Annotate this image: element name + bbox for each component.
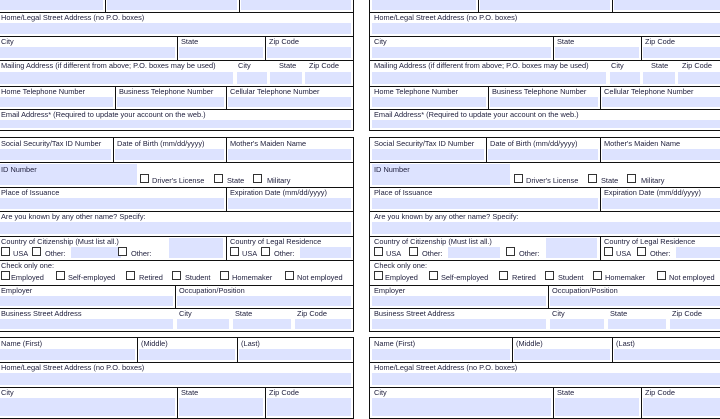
self-employed-label: Self-employed [68, 273, 116, 282]
mailing-city-field[interactable] [610, 72, 640, 84]
employer-field[interactable] [0, 296, 173, 306]
name-first-field[interactable] [0, 0, 103, 10]
student-label: Student [185, 273, 211, 282]
retired-label: Retired [139, 273, 163, 282]
employed-label: Employed [385, 273, 418, 282]
mailing-state-field[interactable] [643, 72, 675, 84]
mailing-city-label: City [238, 61, 251, 70]
zip-label: Zip Code [645, 37, 675, 46]
retired-checkbox[interactable] [499, 271, 508, 280]
homemaker-label: Homemaker [232, 273, 273, 282]
home-address-field[interactable] [372, 373, 720, 385]
business-address-field[interactable] [0, 319, 173, 329]
email-label: Email Address* (Required to update your account on the web.) [374, 110, 579, 119]
identification-section-left [0, 137, 354, 332]
email-label: Email Address* (Required to update your account on the web.) [1, 110, 206, 119]
zip-field[interactable] [267, 47, 351, 58]
other-name-field[interactable] [372, 222, 720, 234]
mailing-zip-field[interactable] [678, 72, 720, 84]
name-last-label: (Last) [616, 339, 635, 348]
citizenship-other-checkbox[interactable] [409, 247, 418, 256]
cell-phone-label: Cellular Telephone Number [604, 87, 694, 96]
citizenship-other-field[interactable] [71, 247, 121, 258]
business-phone-label: Business Telephone Number [492, 87, 587, 96]
legal-residence-label: Country of Legal Residence [604, 237, 696, 246]
cell-phone-field[interactable] [602, 97, 720, 107]
mailing-city-label: City [611, 61, 624, 70]
business-address-label: Business Street Address [1, 309, 82, 318]
state-field[interactable] [179, 398, 263, 416]
ssn-label: Social Security/Tax ID Number [374, 139, 475, 148]
residence-usa-label: USA [242, 249, 258, 258]
business-address-field[interactable] [372, 319, 546, 329]
military-id-label: Military [641, 176, 665, 185]
name-first-field[interactable] [372, 0, 476, 10]
city-field[interactable] [0, 398, 175, 416]
business-zip-label: Zip Code [672, 309, 702, 318]
citizenship-other-checkbox[interactable] [32, 247, 41, 256]
student-label: Student [558, 273, 584, 282]
military-id-label: Military [267, 176, 291, 185]
other-name-label: Are you known by any other name? Specify: [1, 212, 146, 221]
citizenship-usa-checkbox[interactable] [1, 247, 10, 256]
place-issuance-label: Place of Issuance [1, 188, 60, 197]
homemaker-checkbox[interactable] [220, 271, 229, 280]
zip-field[interactable] [643, 398, 720, 416]
citizenship-usa-label: USA [386, 249, 402, 258]
business-phone-label: Business Telephone Number [119, 87, 214, 96]
home-address-field[interactable] [0, 373, 351, 385]
residence-other-checkbox[interactable] [261, 247, 270, 256]
mailing-address-label: Mailing Address (if different from above; P.O. boxes may be used) [374, 61, 589, 70]
citizenship-other2-checkbox[interactable] [506, 247, 515, 256]
other-name-field[interactable] [0, 222, 351, 234]
id-number-label: ID Number [374, 165, 410, 174]
maiden-name-field[interactable] [602, 149, 720, 160]
check-one-label: Check only one: [374, 261, 427, 270]
business-address-label: Business Street Address [374, 309, 455, 318]
name-first-field[interactable] [372, 349, 510, 360]
legal-residence-label: Country of Legal Residence [230, 237, 322, 246]
homemaker-label: Homemaker [605, 273, 646, 282]
business-state-label: State [235, 309, 253, 318]
military-id-checkbox[interactable] [253, 174, 262, 183]
mailing-address-field[interactable] [372, 72, 606, 84]
mailing-zip-label: Zip Code [682, 61, 712, 70]
citizenship-other2-field[interactable] [546, 238, 597, 258]
maiden-name-label: Mother's Maiden Name [604, 139, 681, 148]
occupation-label: Occupation/Position [552, 286, 618, 295]
maiden-name-label: Mother's Maiden Name [230, 139, 307, 148]
employed-checkbox[interactable] [1, 271, 10, 280]
mailing-address-field[interactable] [0, 72, 233, 84]
state-id-checkbox[interactable] [588, 174, 597, 183]
city-label: City [1, 388, 14, 397]
residence-usa-checkbox[interactable] [604, 247, 613, 256]
home-address-label: Home/Legal Street Address (no P.O. boxes) [374, 13, 518, 22]
expiration-label: Expiration Date (mm/dd/yyyy) [230, 188, 327, 197]
citizenship-other2-checkbox[interactable] [118, 247, 127, 256]
citizenship-other-field[interactable] [448, 247, 500, 258]
name-last-field[interactable] [614, 0, 720, 10]
state-label: State [557, 37, 575, 46]
citizenship-usa-label: USA [13, 249, 29, 258]
mailing-state-label: State [279, 61, 297, 70]
dob-label: Date of Birth (mm/dd/yyyy) [490, 139, 578, 148]
dob-field[interactable] [488, 149, 598, 160]
citizenship-other2-label: Other: [131, 249, 152, 258]
home-address-field[interactable] [372, 23, 720, 34]
occupation-label: Occupation/Position [179, 286, 245, 295]
residence-usa-checkbox[interactable] [230, 247, 239, 256]
mailing-zip-label: Zip Code [309, 61, 339, 70]
zip-label: Zip Code [269, 37, 299, 46]
retired-label: Retired [512, 273, 536, 282]
self-employed-label: Self-employed [441, 273, 489, 282]
student-checkbox[interactable] [172, 271, 181, 280]
name-middle-field[interactable] [107, 0, 237, 10]
home-phone-label: Home Telephone Number [1, 87, 86, 96]
applicant-contact-section-left [0, 0, 354, 131]
name-middle-label: (Middle) [141, 339, 168, 348]
state-id-label: State [227, 176, 245, 185]
name-last-field[interactable] [239, 349, 351, 360]
not-employed-label: Not employed [297, 273, 343, 282]
citizenship-other-label: Other: [45, 249, 66, 258]
state-id-label: State [601, 176, 619, 185]
name-first-field[interactable] [0, 349, 135, 360]
ssn-label: Social Security/Tax ID Number [1, 139, 102, 148]
business-state-field[interactable] [608, 319, 666, 329]
student-checkbox[interactable] [545, 271, 554, 280]
self-employed-checkbox[interactable] [56, 271, 65, 280]
check-one-label: Check only one: [1, 261, 54, 270]
retired-checkbox[interactable] [126, 271, 135, 280]
mailing-zip-field[interactable] [305, 72, 351, 84]
email-field[interactable] [372, 120, 720, 128]
home-address-label: Home/Legal Street Address (no P.O. boxes) [1, 363, 145, 372]
state-field[interactable] [555, 398, 639, 416]
drivers-license-label: Driver's License [152, 176, 205, 185]
business-state-label: State [610, 309, 628, 318]
citizenship-label: Country of Citizenship (Must list all.) [1, 237, 119, 246]
email-field[interactable] [0, 120, 351, 128]
not-employed-checkbox[interactable] [657, 271, 666, 280]
state-field[interactable] [179, 47, 263, 58]
employer-label: Employer [374, 286, 406, 295]
residence-other-checkbox[interactable] [637, 247, 646, 256]
joint-applicant-section-right [369, 337, 720, 419]
state-label: State [557, 388, 575, 397]
home-address-label: Home/Legal Street Address (no P.O. boxes) [1, 13, 145, 22]
employer-label: Employer [1, 286, 33, 295]
citizenship-usa-checkbox[interactable] [374, 247, 383, 256]
mailing-city-field[interactable] [237, 72, 267, 84]
state-label: State [181, 388, 199, 397]
not-employed-label: Not employed [669, 273, 715, 282]
employed-label: Employed [11, 273, 44, 282]
business-phone-field[interactable] [490, 97, 598, 107]
business-state-field[interactable] [233, 319, 291, 329]
occupation-field[interactable] [550, 296, 720, 306]
cell-phone-field[interactable] [228, 97, 351, 107]
residence-other-field[interactable] [676, 247, 720, 258]
state-label: State [181, 37, 199, 46]
drivers-license-label: Driver's License [526, 176, 579, 185]
zip-field[interactable] [267, 398, 351, 416]
city-label: City [374, 37, 387, 46]
citizenship-other2-label: Other: [519, 249, 540, 258]
joint-applicant-section-left [0, 337, 354, 419]
mailing-address-label: Mailing Address (if different from above; P.O. boxes may be used) [1, 61, 216, 70]
place-issuance-label: Place of Issuance [374, 188, 433, 197]
not-employed-checkbox[interactable] [285, 271, 294, 280]
ssn-field[interactable] [0, 149, 111, 160]
business-city-field[interactable] [177, 319, 229, 329]
identification-section-right [369, 137, 720, 332]
applicant-contact-section-right [369, 0, 720, 131]
business-city-label: City [552, 309, 565, 318]
business-city-field[interactable] [550, 319, 604, 329]
name-first-label: Name (First) [1, 339, 43, 348]
state-id-checkbox[interactable] [214, 174, 223, 183]
business-zip-field[interactable] [295, 319, 351, 329]
business-zip-field[interactable] [670, 319, 720, 329]
home-phone-field[interactable] [0, 97, 113, 107]
zip-label: Zip Code [269, 388, 299, 397]
occupation-field[interactable] [177, 296, 351, 306]
id-number-label: ID Number [1, 165, 37, 174]
mailing-state-label: State [651, 61, 669, 70]
ssn-field[interactable] [372, 149, 484, 160]
home-phone-label: Home Telephone Number [374, 87, 459, 96]
home-phone-field[interactable] [372, 97, 486, 107]
other-name-label: Are you known by any other name? Specify: [374, 212, 519, 221]
drivers-license-checkbox[interactable] [140, 174, 149, 183]
name-last-field[interactable] [241, 0, 351, 10]
residence-other-field[interactable] [300, 247, 351, 258]
mailing-state-field[interactable] [270, 72, 302, 84]
city-label: City [1, 37, 14, 46]
residence-other-label: Other: [274, 249, 295, 258]
self-employed-checkbox[interactable] [429, 271, 438, 280]
home-address-field[interactable] [0, 23, 351, 34]
cell-phone-label: Cellular Telephone Number [230, 87, 320, 96]
dob-label: Date of Birth (mm/dd/yyyy) [117, 139, 205, 148]
employed-checkbox[interactable] [374, 271, 383, 280]
expiration-field[interactable] [228, 198, 351, 209]
name-first-label: Name (First) [374, 339, 416, 348]
employer-field[interactable] [372, 296, 546, 306]
city-field[interactable] [372, 47, 551, 58]
citizenship-other-label: Other: [422, 249, 443, 258]
expiration-label: Expiration Date (mm/dd/yyyy) [604, 188, 701, 197]
name-middle-field[interactable] [514, 349, 610, 360]
dob-field[interactable] [115, 149, 224, 160]
place-issuance-field[interactable] [372, 198, 598, 209]
state-field[interactable] [555, 47, 639, 58]
military-id-checkbox[interactable] [627, 174, 636, 183]
place-issuance-field[interactable] [0, 198, 224, 209]
name-middle-field[interactable] [480, 0, 610, 10]
city-field[interactable] [0, 47, 175, 58]
city-label: City [374, 388, 387, 397]
residence-other-label: Other: [650, 249, 671, 258]
citizenship-other2-field[interactable] [169, 238, 223, 258]
residence-usa-label: USA [616, 249, 632, 258]
maiden-name-field[interactable] [228, 149, 351, 160]
name-last-label: (Last) [241, 339, 260, 348]
name-middle-label: (Middle) [516, 339, 543, 348]
name-middle-field[interactable] [139, 349, 235, 360]
home-address-label: Home/Legal Street Address (no P.O. boxes) [374, 363, 518, 372]
city-field[interactable] [372, 398, 551, 416]
business-zip-label: Zip Code [297, 309, 327, 318]
zip-label: Zip Code [645, 388, 675, 397]
zip-field[interactable] [643, 47, 720, 58]
business-city-label: City [179, 309, 192, 318]
drivers-license-checkbox[interactable] [514, 174, 523, 183]
expiration-field[interactable] [602, 198, 720, 209]
name-last-field[interactable] [614, 349, 720, 360]
citizenship-label: Country of Citizenship (Must list all.) [374, 237, 492, 246]
business-phone-field[interactable] [117, 97, 224, 107]
homemaker-checkbox[interactable] [593, 271, 602, 280]
